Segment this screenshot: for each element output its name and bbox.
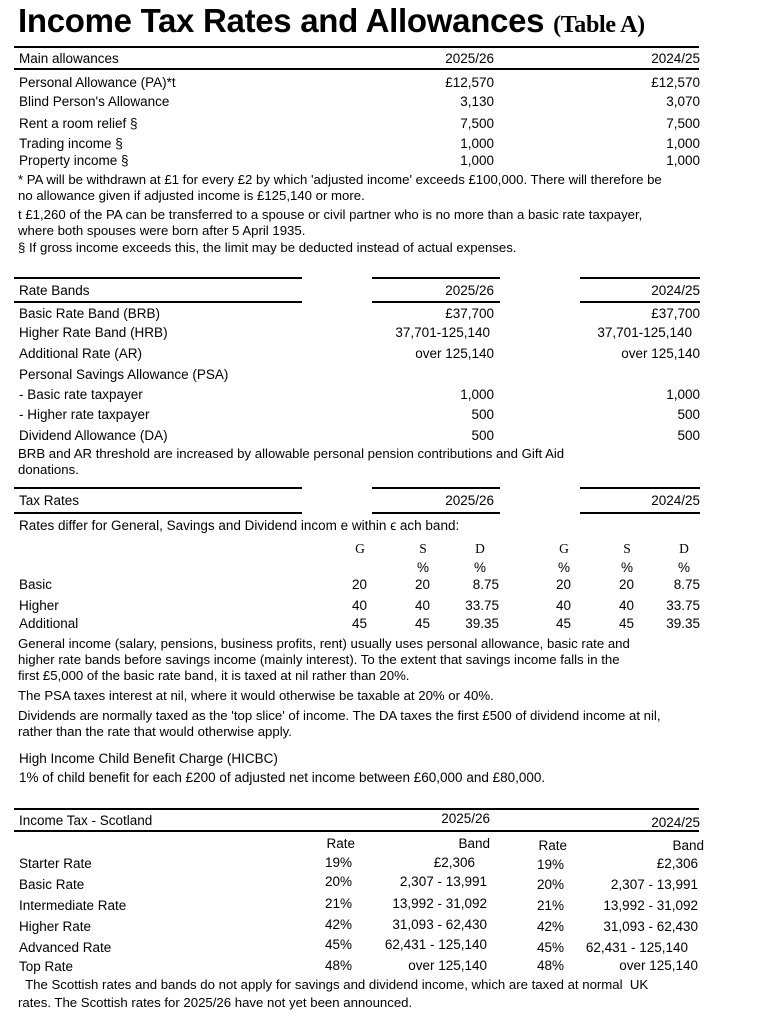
rate-value: 45 [414,616,430,631]
band-2024: £2,306 [656,856,698,871]
footnote: General income (salary, pensions, business profits, rent) usually uses personal allowance, basic rate and [18,636,630,651]
row-value-2025: 1,000 [460,153,494,168]
col-2024: 2024/25 [651,283,700,298]
row-label: Trading income § [19,136,123,151]
row-label: Top Rate [19,959,74,974]
rate-value: 45 [351,616,367,631]
col-letter: D [679,541,689,556]
row-value-2025: £37,700 [445,306,494,321]
rate-2024: 42% [537,919,565,934]
rate-2024: 21% [537,898,565,913]
divider [580,487,700,489]
col-letter: S [623,541,631,556]
pct-sign: % [473,560,486,575]
band-2024: 31,093 - 62,430 [603,919,698,934]
pct-sign: % [557,560,570,575]
row-value-2024: 1,000 [666,153,700,168]
pct-sign: % [416,560,429,575]
rate-value: 40 [414,598,430,613]
divider [372,277,500,279]
divider [14,68,699,70]
divider [372,512,500,514]
row-value-2024: 1,000 [666,136,700,151]
rate-value: 39.35 [465,616,499,631]
col-2024: 2024/25 [651,51,700,66]
row-label: Basic Rate Band (BRB) [19,306,161,321]
rate-2025: 42% [325,917,353,932]
rate-value: 40 [351,598,367,613]
rate-2024: 19% [537,857,565,872]
footnote: t £1,260 of the PA can be transferred to a spouse or civil partner who is no more than a basic rate taxpayer, [18,207,643,222]
rate-value: 8.75 [673,577,700,592]
col-2024: 2024/25 [651,815,700,830]
band-label: Band [458,836,490,851]
rate-value: 20 [414,577,430,592]
row-value-2025: £12,570 [445,75,494,90]
divider [580,301,700,303]
main-allowances-header: Main allowances [19,51,119,66]
rate-value: 45 [555,616,571,631]
page-title [18,2,645,40]
band-label: Band [672,838,704,853]
divider [372,487,500,489]
rate-2025: 21% [325,896,353,911]
page-title-sub: (Table A) [553,12,645,38]
col-2025: 2025/26 [441,811,490,826]
divider [14,301,302,303]
divider [14,830,699,832]
rate-2025: 48% [325,958,353,973]
row-value-2024: 3,070 [666,94,700,109]
tax-rates-header: Tax Rates [19,493,80,508]
band-2024: 62,431 - 125,140 [585,940,688,955]
row-value-2025: 3,130 [460,94,494,109]
divider [14,512,302,514]
row-value-2024: 37,701-125,140 [597,325,692,340]
hicbc-text: 1% of child benefit for each £200 of adjusted net income between £60,000 and £80,000. [19,770,546,785]
row-label: Personal Savings Allowance (PSA) [19,367,229,382]
row-value-2025: 1,000 [460,136,494,151]
rate-value: 40 [618,598,634,613]
col-letter: G [355,541,365,556]
row-label: Higher Rate [19,919,92,934]
col-letter: D [475,541,485,556]
band-2025: 62,431 - 125,140 [384,937,487,952]
row-label: Starter Rate [19,856,92,871]
footnote: first £5,000 of the basic rate band, it is taxed at nil rather than 20%. [18,668,410,683]
divider [372,301,500,303]
row-label: - Basic rate taxpayer [19,387,143,402]
rate-value: 20 [351,577,367,592]
footnote: donations. [18,462,79,477]
footnote: The Scottish rates and bands do not apply for savings and dividend income, which are taxed at normal UK [18,977,649,992]
footnote: rates. The Scottish rates for 2025/26 have not yet been announced. [18,995,413,1010]
rate-value: 40 [555,598,571,613]
footnote: The PSA taxes interest at nil, where it would otherwise be taxable at 20% or 40%. [18,688,494,703]
col-letter: S [419,541,427,556]
rate-value: 8.75 [472,577,499,592]
col-2024: 2024/25 [651,493,700,508]
row-value-2025: 500 [471,407,494,422]
col-2025: 2025/26 [445,493,494,508]
pct-sign: % [620,560,633,575]
row-label: Basic [19,577,53,592]
row-value-2024: £37,700 [651,306,700,321]
row-label: Intermediate Rate [19,898,127,913]
row-label: Higher [19,598,59,613]
rate-value: 20 [618,577,634,592]
row-value-2025: 1,000 [460,387,494,402]
row-label: Additional Rate (AR) [19,346,143,361]
band-2024: 2,307 - 13,991 [610,877,698,892]
scotland-header: Income Tax - Scotland [19,813,153,828]
rate-2024: 45% [537,940,565,955]
band-2025: £2,306 [433,855,475,870]
footnote: § If gross income exceeds this, the limit may be deducted instead of actual expenses. [18,240,517,255]
row-label: Basic Rate [19,877,85,892]
divider [14,277,302,279]
rate-2025: 45% [325,937,353,952]
row-label: - Higher rate taxpayer [19,407,150,422]
row-value-2025: 500 [471,428,494,443]
row-label: Additional [19,616,79,631]
row-value-2025: over 125,140 [415,346,494,361]
rate-2025: 20% [325,874,353,889]
row-value-2024: over 125,140 [621,346,700,361]
rate-value: 45 [618,616,634,631]
row-label: Blind Person's Allowance [19,94,170,109]
footnote: rather than the rate that would otherwise apply. [18,724,292,739]
band-2025: over 125,140 [408,958,487,973]
band-2024: over 125,140 [619,958,698,973]
hicbc-title: High Income Child Benefit Charge (HICBC) [19,751,278,766]
rate-2024: 20% [537,877,565,892]
rate-value: 39.35 [666,616,700,631]
col-2025: 2025/26 [445,283,494,298]
rate-bands-header: Rate Bands [19,283,90,298]
row-value-2024: 7,500 [666,116,700,131]
row-label: Advanced Rate [19,940,112,955]
rate-2025: 19% [325,855,353,870]
rate-label: Rate [326,836,355,851]
band-2025: 13,992 - 31,092 [392,896,487,911]
footnote: Dividends are normally taxed as the 'top slice' of income. The DA taxes the first £500 of dividend income at nil, [18,708,661,723]
row-label: Higher Rate Band (HRB) [19,325,168,340]
tax-rates-intro: Rates differ for General, Savings and Dividend incom e within ϵ ach band: [19,518,460,533]
rate-label: Rate [538,838,567,853]
row-value-2024: 500 [677,428,700,443]
row-label: Rent a room relief § [19,116,138,131]
row-value-2024: 1,000 [666,387,700,402]
band-2025: 2,307 - 13,991 [399,874,487,889]
col-2025: 2025/26 [445,51,494,66]
footnote: where both spouses were born after 5 April 1935. [18,223,306,238]
pct-sign: % [677,560,690,575]
footnote: higher rate bands before savings income (mainly interest). To the extent that savings income falls in the [18,652,620,667]
row-label: Personal Allowance (PA)*t [19,75,176,90]
row-value-2025: 7,500 [460,116,494,131]
divider [14,487,302,489]
row-value-2025: 37,701-125,140 [395,325,490,340]
row-label: Dividend Allowance (DA) [19,428,168,443]
footnote: BRB and AR threshold are increased by allowable personal pension contributions and Gift Aid [18,446,565,461]
footnote: no allowance given if adjusted income is £125,140 or more. [18,188,365,203]
rate-value: 33.75 [465,598,499,613]
band-2025: 31,093 - 62,430 [392,917,487,932]
band-2024: 13,992 - 31,092 [603,898,698,913]
divider [14,46,699,48]
row-value-2024: 500 [677,407,700,422]
footnote: * PA will be withdrawn at £1 for every £2 by which 'adjusted income' exceeds £100,000. There will therefore be [18,172,662,187]
rate-2024: 48% [537,958,565,973]
row-value-2024: £12,570 [651,75,700,90]
divider [14,808,699,810]
divider [580,512,700,514]
divider [580,277,700,279]
row-label: Property income § [19,153,129,168]
rate-value: 33.75 [666,598,700,613]
rate-value: 20 [555,577,571,592]
page-title-main: Income Tax Rates and Allowances [18,2,545,39]
col-letter: G [559,541,569,556]
